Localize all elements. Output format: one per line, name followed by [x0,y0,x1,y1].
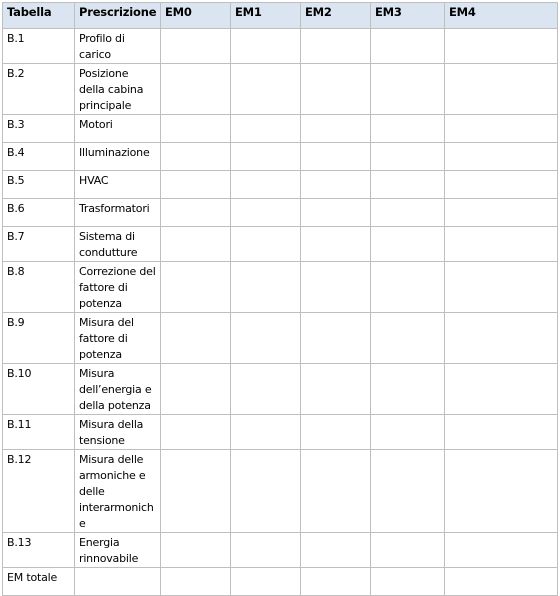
cell-em0 [161,568,231,596]
cell-prescrizione: Misura dell’energia e della potenza [75,364,161,415]
cell-prescrizione: Misura del fattore di potenza [75,313,161,364]
cell-em0 [161,64,231,115]
cell-em4 [445,415,558,450]
table-row [3,415,558,450]
header-tabella: Tabella [3,3,75,29]
table-row [3,64,558,115]
cell-em1 [231,115,301,143]
header-em1: EM1 [231,3,301,29]
cell-em2 [301,171,371,199]
cell-em2 [301,64,371,115]
cell-em3 [371,171,445,199]
cell-em0 [161,199,231,227]
cell-tabella: EM totale [3,568,75,596]
cell-em1 [231,143,301,171]
cell-em3 [371,313,445,364]
cell-em1 [231,533,301,568]
cell-em2 [301,262,371,313]
cell-em4 [445,143,558,171]
cell-em0 [161,29,231,64]
cell-em2 [301,115,371,143]
cell-em4 [445,313,558,364]
cell-em4 [445,227,558,262]
cell-em1 [231,227,301,262]
cell-tabella: B.6 [3,199,75,227]
cell-prescrizione: Motori [75,115,161,143]
cell-tabella: B.1 [3,29,75,64]
cell-em4 [445,115,558,143]
cell-em3 [371,533,445,568]
cell-prescrizione: Correzione del fattore di potenza [75,262,161,313]
table-row [3,450,558,533]
cell-em1 [231,262,301,313]
cell-em3 [371,199,445,227]
cell-em4 [445,450,558,533]
cell-em1 [231,64,301,115]
cell-tabella: B.2 [3,64,75,115]
cell-em2 [301,533,371,568]
cell-em1 [231,450,301,533]
cell-tabella: B.12 [3,450,75,533]
table-row [3,262,558,313]
table-row [3,199,558,227]
cell-em2 [301,364,371,415]
cell-em0 [161,143,231,171]
cell-em3 [371,29,445,64]
table-container [2,2,558,596]
cell-em1 [231,199,301,227]
cell-tabella: B.13 [3,533,75,568]
cell-em4 [445,199,558,227]
cell-tabella: B.10 [3,364,75,415]
cell-prescrizione: Posizione della cabina principale [75,64,161,115]
cell-em4 [445,64,558,115]
header-prescrizione: Prescrizione [75,3,161,29]
cell-prescrizione: HVAC [75,171,161,199]
header-row [3,3,558,29]
cell-em0 [161,533,231,568]
table-row [3,143,558,171]
cell-em1 [231,415,301,450]
cell-tabella: B.11 [3,415,75,450]
table-row [3,533,558,568]
cell-em4 [445,533,558,568]
table-row [3,568,558,596]
cell-em0 [161,450,231,533]
header-em3: EM3 [371,3,445,29]
cell-em3 [371,364,445,415]
cell-tabella: B.4 [3,143,75,171]
header-em0: EM0 [161,3,231,29]
cell-prescrizione: Misura della tensione [75,415,161,450]
cell-prescrizione: Misura delle armoniche e delle interarmoniche [75,450,161,533]
cell-em2 [301,450,371,533]
cell-em0 [161,262,231,313]
cell-em0 [161,415,231,450]
cell-em3 [371,450,445,533]
cell-em3 [371,115,445,143]
table-row [3,171,558,199]
header-em4: EM4 [445,3,558,29]
cell-em0 [161,364,231,415]
cell-tabella: B.9 [3,313,75,364]
cell-em4 [445,364,558,415]
cell-em4 [445,171,558,199]
cell-em2 [301,313,371,364]
cell-em3 [371,568,445,596]
cell-prescrizione: Energia rinnovabile [75,533,161,568]
cell-em2 [301,143,371,171]
table-row [3,115,558,143]
cell-prescrizione: Trasformatori [75,199,161,227]
cell-em1 [231,29,301,64]
cell-em3 [371,227,445,262]
table-row [3,364,558,415]
cell-prescrizione: Sistema di condutture [75,227,161,262]
cell-em1 [231,364,301,415]
cell-prescrizione: Illuminazione [75,143,161,171]
cell-em0 [161,227,231,262]
cell-em0 [161,171,231,199]
em-table [2,2,558,596]
cell-tabella: B.3 [3,115,75,143]
cell-prescrizione [75,568,161,596]
cell-em1 [231,171,301,199]
cell-em3 [371,415,445,450]
cell-em2 [301,29,371,64]
header-em2: EM2 [301,3,371,29]
table-row [3,29,558,64]
cell-em3 [371,262,445,313]
cell-em4 [445,29,558,64]
cell-em4 [445,568,558,596]
cell-em1 [231,313,301,364]
cell-em2 [301,227,371,262]
table-row [3,227,558,262]
cell-tabella: B.8 [3,262,75,313]
cell-tabella: B.5 [3,171,75,199]
cell-em2 [301,199,371,227]
cell-em4 [445,262,558,313]
cell-tabella: B.7 [3,227,75,262]
cell-em3 [371,143,445,171]
cell-em2 [301,568,371,596]
cell-prescrizione: Profilo di carico [75,29,161,64]
cell-em2 [301,415,371,450]
cell-em3 [371,64,445,115]
cell-em0 [161,115,231,143]
cell-em0 [161,313,231,364]
cell-em1 [231,568,301,596]
table-row [3,313,558,364]
